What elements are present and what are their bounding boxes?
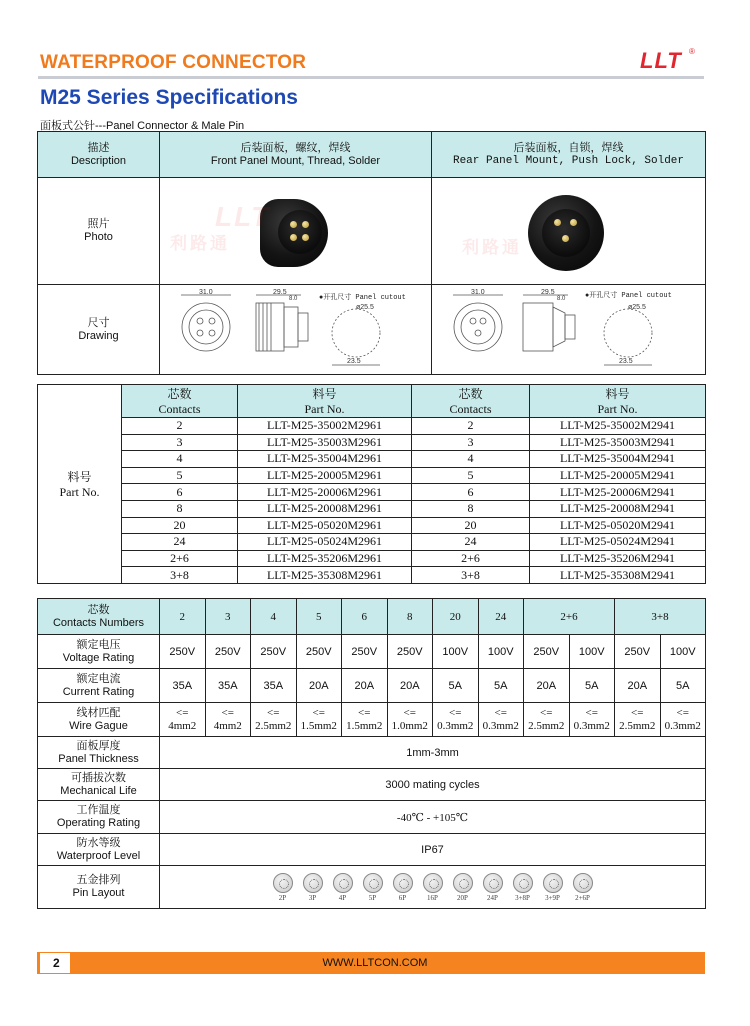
wire-value: 4mm2 xyxy=(213,719,242,732)
pin-layout-item xyxy=(570,873,596,902)
pin-dot xyxy=(302,221,309,228)
wire-prefix: <= xyxy=(676,706,689,719)
col1-desc-en: Front Panel Mount, Thread, Solder xyxy=(210,154,381,167)
wire-cell xyxy=(433,703,479,737)
pin-layout-item xyxy=(510,873,536,902)
pin-layout-cell xyxy=(160,866,706,909)
wire-cell xyxy=(387,703,433,737)
contacts-cell: 4 xyxy=(412,451,530,468)
life-en: Mechanical Life xyxy=(60,784,137,797)
pin-layout-item xyxy=(390,873,416,902)
pin-layout-label: 3P xyxy=(308,893,317,902)
contacts-cell: 6 xyxy=(412,484,530,501)
table-row xyxy=(38,434,706,451)
current-cell: 5A xyxy=(478,669,524,703)
contacts-cell: 24 xyxy=(122,534,238,551)
cutout-label: ●开孔尺寸 Panel cutout xyxy=(318,294,406,302)
partno-cell: LLT-M25-20006M2941 xyxy=(530,484,706,501)
wire-cell xyxy=(296,703,342,737)
page-title: M25 Series Specifications xyxy=(40,86,298,109)
current-cell: 5A xyxy=(433,669,479,703)
voltage-cell: 250V xyxy=(615,635,661,669)
voltage-cell: 250V xyxy=(524,635,570,669)
current-cell: 20A xyxy=(615,669,661,703)
table-row xyxy=(38,418,706,435)
voltage-cell: 250V xyxy=(387,635,433,669)
col2-desc-en: Rear Panel Mount, Push Lock, Solder xyxy=(452,154,685,167)
table-row xyxy=(38,517,706,534)
pin-layout-icon xyxy=(423,873,443,893)
partno-cell: LLT-M25-35206M2941 xyxy=(530,550,706,567)
partno-cell: LLT-M25-35002M2961 xyxy=(238,418,412,435)
dim-label: 31.0 xyxy=(470,289,485,296)
contacts-cell: 8 xyxy=(122,500,238,517)
dim-label: 29.5 xyxy=(272,289,287,296)
partno-cn: 料号 xyxy=(312,387,337,401)
table-row xyxy=(38,550,706,567)
contacts-cn: 芯数 xyxy=(458,387,483,401)
contacts-cell: 20 xyxy=(122,517,238,534)
voltage-cell: 250V xyxy=(205,635,251,669)
pin-layout-item xyxy=(540,873,566,902)
contacts-cn: 芯数 xyxy=(87,603,110,616)
partno-cell: LLT-M25-20008M2961 xyxy=(238,500,412,517)
waterproof-en: Waterproof Level xyxy=(56,849,141,862)
partno-cell: LLT-M25-05024M2941 xyxy=(530,534,706,551)
wire-value: 0.3mm2 xyxy=(573,719,610,732)
pin-layout-icon xyxy=(303,873,323,893)
overview-table xyxy=(37,131,706,375)
pin-layout-icon xyxy=(483,873,503,893)
pinlayout-cn: 五金排列 xyxy=(76,874,121,886)
contacts-cell: 2 xyxy=(122,418,238,435)
pin-dot xyxy=(554,219,561,226)
pin-layout-label: 2P xyxy=(278,893,287,902)
pin-layout-icon xyxy=(453,873,473,893)
pin-layout-item xyxy=(420,873,446,902)
watermark-logo: LLT xyxy=(215,201,271,232)
dia-label: ø25.5 xyxy=(627,304,646,311)
contacts-cell: 2+6 xyxy=(524,599,615,635)
contacts-cell: 5 xyxy=(296,599,342,635)
contacts-cell: 3 xyxy=(412,434,530,451)
current-cell: 35A xyxy=(160,669,206,703)
partno-header xyxy=(530,385,706,418)
wire-prefix: <= xyxy=(403,706,416,719)
partno-cell: LLT-M25-35004M2961 xyxy=(238,451,412,468)
voltage-cell: 250V xyxy=(296,635,342,669)
wire-prefix: <= xyxy=(176,706,189,719)
table-row xyxy=(38,451,706,468)
pin-layout-icon xyxy=(363,873,383,893)
col1-description xyxy=(160,132,432,178)
wire-prefix: <= xyxy=(267,706,280,719)
contacts-cell: 4 xyxy=(122,451,238,468)
pin-dot xyxy=(562,235,569,242)
photo-cn: 照片 xyxy=(87,218,110,230)
wire-prefix: <= xyxy=(221,706,234,719)
partno-cell: LLT-M25-35308M2941 xyxy=(530,567,706,584)
drawing-label xyxy=(38,285,160,375)
contacts-cell: 5 xyxy=(412,467,530,484)
wire-cell xyxy=(160,703,206,737)
pin-layout-icon xyxy=(333,873,353,893)
pin-layout-icon xyxy=(273,873,293,893)
pin-dot xyxy=(290,221,297,228)
wire-prefix: <= xyxy=(449,706,462,719)
partno-cell: LLT-M25-20006M2961 xyxy=(238,484,412,501)
partno-cell: LLT-M25-35308M2961 xyxy=(238,567,412,584)
voltage-cell: 100V xyxy=(660,635,706,669)
wire-cn: 线材匹配 xyxy=(76,706,121,719)
registered-mark: ® xyxy=(689,47,695,56)
contacts-cell: 2 xyxy=(160,599,206,635)
dim-label: 29.5 xyxy=(540,289,555,296)
wire-cell xyxy=(251,703,297,737)
dim-label: 23.5 xyxy=(346,358,361,365)
part-no-row-label xyxy=(38,385,122,584)
pin-layout-item xyxy=(330,873,356,902)
voltage-cn: 额定电压 xyxy=(76,638,121,651)
contacts-cell: 8 xyxy=(412,500,530,517)
part-no-cn: 料号 xyxy=(67,469,92,484)
table-row xyxy=(38,534,706,551)
contacts-cell: 2+6 xyxy=(122,550,238,567)
wire-prefix: <= xyxy=(312,706,325,719)
current-cell: 35A xyxy=(205,669,251,703)
contacts-cn: 芯数 xyxy=(167,387,192,401)
thickness-cn: 面板厚度 xyxy=(76,739,121,752)
current-cell: 35A xyxy=(251,669,297,703)
wire-value: 0.3mm2 xyxy=(664,719,701,732)
contacts-cell: 20 xyxy=(433,599,479,635)
temp-en: Operating Rating xyxy=(56,817,141,829)
drawing-en: Drawing xyxy=(78,329,119,342)
header-rule xyxy=(38,76,704,79)
wire-cell xyxy=(205,703,251,737)
header-title: WATERPROOF CONNECTOR xyxy=(40,52,307,73)
voltage-cell: 250V xyxy=(251,635,297,669)
drawing-cn: 尺寸 xyxy=(87,316,110,329)
wire-prefix: <= xyxy=(358,706,371,719)
wire-prefix: <= xyxy=(585,706,598,719)
pin-layout-label: 4P xyxy=(338,893,347,902)
partno-cell: LLT-M25-05020M2961 xyxy=(238,517,412,534)
pin-layout-item xyxy=(300,873,326,902)
contacts-cell: 3 xyxy=(122,434,238,451)
pin-layout-icon xyxy=(513,873,533,893)
table-row xyxy=(38,567,706,584)
contacts-cell: 5 xyxy=(122,467,238,484)
temp-cn: 工作温度 xyxy=(76,804,121,816)
voltage-cell: 100V xyxy=(478,635,524,669)
current-en: Current Rating xyxy=(62,685,135,698)
pin-layout-row xyxy=(38,866,706,909)
wire-row xyxy=(38,703,706,737)
contacts-cell: 24 xyxy=(478,599,524,635)
contacts-cell: 6 xyxy=(122,484,238,501)
pin-layout-label: 16P xyxy=(427,893,438,902)
current-cn: 额定电流 xyxy=(76,672,121,685)
page-number: 2 xyxy=(40,953,70,973)
life-row xyxy=(38,769,706,801)
wire-value: 4mm2 xyxy=(168,719,197,732)
current-row xyxy=(38,669,706,703)
contacts-cell: 20 xyxy=(412,517,530,534)
partno-cn: 料号 xyxy=(605,387,630,401)
dim-label: 8.0 xyxy=(288,296,297,302)
temp-row xyxy=(38,801,706,834)
waterproof-row xyxy=(38,834,706,866)
wire-value: 1.5mm2 xyxy=(346,719,383,732)
contacts-en: Contacts xyxy=(158,402,201,416)
wire-value: 0.3mm2 xyxy=(482,719,519,732)
pin-layout-label: 20P xyxy=(457,893,468,902)
current-cell: 5A xyxy=(569,669,615,703)
life-cn: 可插拔次数 xyxy=(71,771,126,784)
wire-prefix: <= xyxy=(540,706,553,719)
dimension-drawing-1 xyxy=(161,285,431,371)
drawing-front-mount xyxy=(160,285,432,375)
wire-prefix: <= xyxy=(631,706,644,719)
partno-cell: LLT-M25-20005M2941 xyxy=(530,467,706,484)
description-label xyxy=(38,132,160,178)
waterproof-cn: 防水等级 xyxy=(76,836,121,849)
partno-cell: LLT-M25-35003M2941 xyxy=(530,434,706,451)
voltage-label xyxy=(38,635,160,669)
wire-label xyxy=(38,703,160,737)
pin-layout-label: 5P xyxy=(368,893,377,902)
col1-desc-cn: 后装面板，螺纹，焊线 xyxy=(240,141,351,154)
section-label: 面板式公针---Panel Connector & Male Pin xyxy=(40,120,245,132)
pin-layout-icon xyxy=(543,873,563,893)
partno-cell: LLT-M25-35004M2941 xyxy=(530,451,706,468)
contacts-row xyxy=(38,599,706,635)
dim-label: 8.0 xyxy=(556,296,565,302)
life-label xyxy=(38,769,160,801)
partno-cell: LLT-M25-35206M2961 xyxy=(238,550,412,567)
pin-layout-label: 3+8P xyxy=(515,893,530,902)
dim-label: 23.5 xyxy=(618,358,633,365)
partno-header xyxy=(238,385,412,418)
contacts-cell: 3+8 xyxy=(412,567,530,584)
contacts-en: Contacts xyxy=(449,402,492,416)
contacts-header xyxy=(412,385,530,418)
part-no-en: Part No. xyxy=(59,484,100,499)
watermark-cn: 利路通 xyxy=(170,234,230,254)
table-row xyxy=(38,484,706,501)
life-value: 3000 mating cycles xyxy=(160,769,706,801)
drawing-rear-mount xyxy=(432,285,706,375)
current-cell: 20A xyxy=(387,669,433,703)
contacts-cell: 2+6 xyxy=(412,550,530,567)
partno-cell: LLT-M25-05020M2941 xyxy=(530,517,706,534)
partno-en: Part No. xyxy=(304,402,345,416)
footer-url: WWW.LLTCON.COM xyxy=(322,957,428,969)
photo-en: Photo xyxy=(84,231,113,243)
contacts-cell: 2 xyxy=(412,418,530,435)
dimension-drawing-2 xyxy=(433,285,705,371)
wire-value: 2.5mm2 xyxy=(255,719,292,732)
temp-label xyxy=(38,801,160,834)
cutout-label: ●开孔尺寸 Panel cutout xyxy=(584,292,672,300)
pin-layout-item xyxy=(450,873,476,902)
wire-cell xyxy=(342,703,388,737)
pin-layout-item xyxy=(480,873,506,902)
pin-layout-icon xyxy=(573,873,593,893)
description-en: Description xyxy=(70,154,127,167)
photo-label xyxy=(38,178,160,285)
pin-layout-label: 6P xyxy=(398,893,407,902)
voltage-row xyxy=(38,635,706,669)
connector-face xyxy=(542,209,590,257)
wire-en: Wire Gague xyxy=(69,719,128,732)
wire-value: 0.3mm2 xyxy=(437,719,474,732)
table-row xyxy=(38,467,706,484)
contacts-cell: 3+8 xyxy=(122,567,238,584)
waterproof-label xyxy=(38,834,160,866)
table-row xyxy=(38,500,706,517)
watermark-cn: 利路通 xyxy=(462,238,522,258)
wire-cell xyxy=(524,703,570,737)
dia-label: ø25.5 xyxy=(355,304,374,311)
thickness-label xyxy=(38,737,160,769)
wire-value: 1.5mm2 xyxy=(300,719,337,732)
connector-face xyxy=(278,210,322,254)
pin-layout-icon xyxy=(393,873,413,893)
wire-value: 2.5mm2 xyxy=(528,719,565,732)
current-cell: 20A xyxy=(296,669,342,703)
partno-cell: LLT-M25-20005M2961 xyxy=(238,467,412,484)
partno-cell: LLT-M25-35003M2961 xyxy=(238,434,412,451)
pin-dot xyxy=(290,234,297,241)
wire-prefix: <= xyxy=(494,706,507,719)
voltage-cell: 100V xyxy=(433,635,479,669)
col2-desc-cn: 后装面板，自锁，焊线 xyxy=(513,141,624,154)
voltage-cell: 250V xyxy=(160,635,206,669)
part-number-table xyxy=(37,384,706,584)
wire-value: 2.5mm2 xyxy=(619,719,656,732)
partno-cell: LLT-M25-05024M2961 xyxy=(238,534,412,551)
voltage-cell: 100V xyxy=(569,635,615,669)
wire-value: 1.0mm2 xyxy=(391,719,428,732)
pinlayout-label xyxy=(38,866,160,909)
current-cell: 20A xyxy=(342,669,388,703)
waterproof-value: IP67 xyxy=(160,834,706,866)
contacts-header xyxy=(122,385,238,418)
photo-rear-mount xyxy=(432,178,706,285)
contacts-cell: 4 xyxy=(251,599,297,635)
wire-cell xyxy=(660,703,706,737)
dim-label: 31.0 xyxy=(198,289,213,296)
contacts-cell: 6 xyxy=(342,599,388,635)
current-cell: 5A xyxy=(660,669,706,703)
pinlayout-en: Pin Layout xyxy=(72,887,125,899)
spec-table xyxy=(37,598,706,909)
temp-value: -40℃ - +105℃ xyxy=(160,801,706,834)
partno-en: Part No. xyxy=(597,402,638,416)
pin-layout-item xyxy=(360,873,386,902)
contacts-en: Contacts Numbers xyxy=(52,616,145,629)
wire-cell xyxy=(615,703,661,737)
wire-cell xyxy=(569,703,615,737)
photo-front-mount xyxy=(160,178,432,285)
contacts-cell: 8 xyxy=(387,599,433,635)
current-cell: 20A xyxy=(524,669,570,703)
pin-layout-label: 3+9P xyxy=(545,893,560,902)
partno-cell: LLT-M25-20008M2941 xyxy=(530,500,706,517)
contacts-cell: 3+8 xyxy=(615,599,706,635)
partno-cell: LLT-M25-35002M2941 xyxy=(530,418,706,435)
voltage-cell: 250V xyxy=(342,635,388,669)
brand-logo: LLT xyxy=(640,48,682,73)
pin-dot xyxy=(570,219,577,226)
current-label xyxy=(38,669,160,703)
col2-description xyxy=(432,132,706,178)
contacts-cell: 24 xyxy=(412,534,530,551)
thickness-value: 1mm-3mm xyxy=(160,737,706,769)
contacts-cell: 3 xyxy=(205,599,251,635)
description-cn: 描述 xyxy=(87,141,110,154)
voltage-en: Voltage Rating xyxy=(62,651,135,664)
pin-layout-label: 2+6P xyxy=(575,893,590,902)
contacts-label xyxy=(38,599,160,635)
pin-layout-item xyxy=(270,873,296,902)
thickness-en: Panel Thickness xyxy=(58,752,139,765)
thickness-row xyxy=(38,737,706,769)
wire-cell xyxy=(478,703,524,737)
pin-dot xyxy=(302,234,309,241)
pin-layout-label: 24P xyxy=(487,893,498,902)
